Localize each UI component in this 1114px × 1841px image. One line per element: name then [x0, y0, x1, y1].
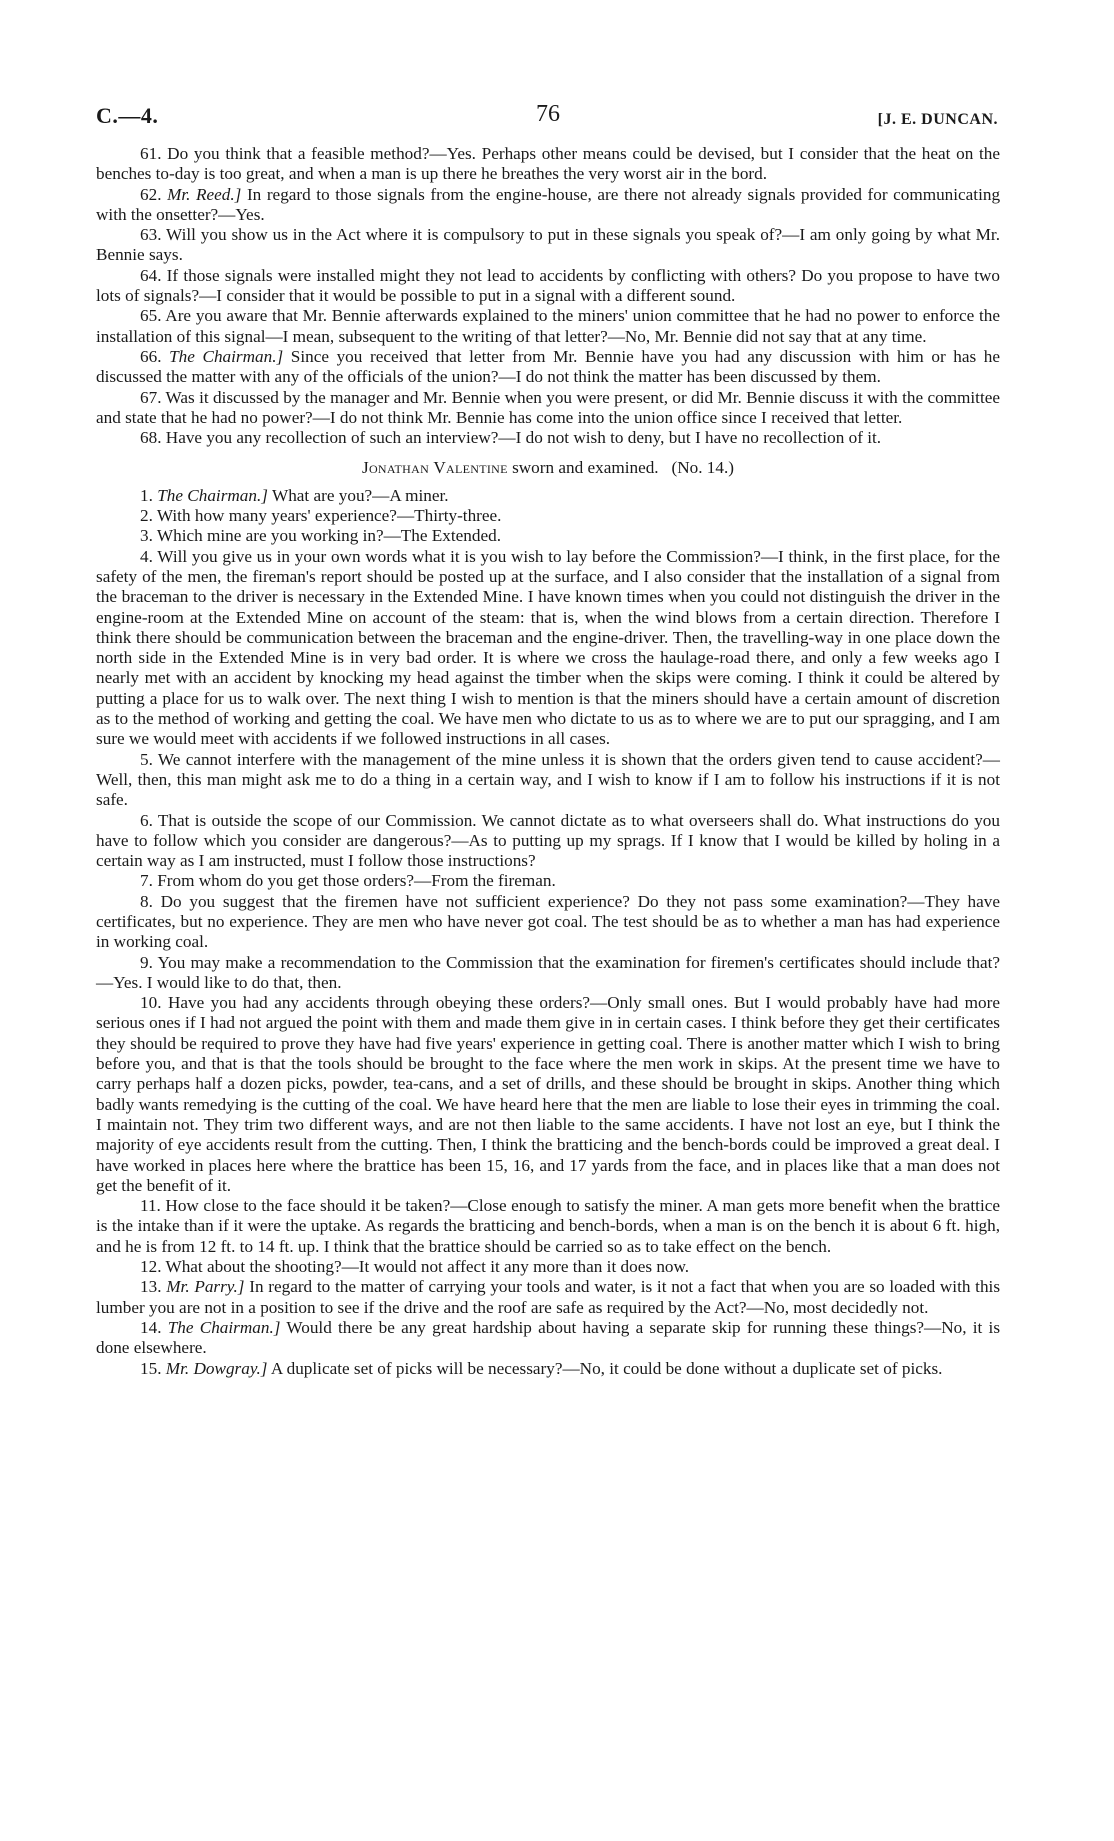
speaker-label: The Chairman.] [169, 346, 284, 366]
question-text: Since you received that letter from Mr. Bennie have you had any discussion with him or has he discussed the matter with any of the officials of the union?—I do not think the matter has been discussed by them. [96, 346, 1001, 387]
question-paragraph [96, 892, 1000, 953]
question-paragraph [96, 1277, 1000, 1318]
question-text: 9. You may make a recommendation to the Commission that the examination for firemen's certificates should include that?—Yes. I would like to do that, then. [96, 952, 1000, 992]
question-text: A duplicate set of picks will be necessary?—No, it could be done without a duplicate set of picks. [270, 1358, 943, 1378]
question-text: What are you?—A miner. [271, 485, 449, 505]
question-number: 62. [140, 184, 162, 204]
question-number: 14. [140, 1317, 162, 1337]
evidence-section-duncan [96, 144, 1000, 448]
witness-running-head: [J. E. DUNCAN. [877, 111, 998, 128]
witness-heading-text: sworn and examined. [512, 458, 659, 478]
question-paragraph [96, 486, 1000, 506]
question-text: In regard to those signals from the engine-house, are there not already signals provided for communicating with the onsetter?—Yes. [96, 184, 1001, 224]
speaker-label: Mr. Parry.] [166, 1277, 245, 1297]
question-paragraph [96, 347, 1000, 388]
question-paragraph [96, 506, 1000, 526]
document-reference: C.—4. [96, 103, 159, 128]
question-number: 66. [140, 346, 162, 366]
question-text: 3. Which mine are you working in?—The Extended. [140, 526, 501, 546]
speaker-label: The Chairman.] [157, 485, 268, 505]
question-paragraph [96, 388, 1000, 429]
question-number: 13. [140, 1277, 162, 1297]
page-header [96, 101, 1000, 138]
witness-name: Jonathan Valentine [361, 458, 508, 478]
question-paragraph [96, 144, 1000, 185]
question-text: 2. With how many years' experience?—Thirty-three. [140, 506, 502, 526]
question-paragraph [96, 1196, 1000, 1257]
question-text: 4. Will you give us in your own words what it is you wish to lay before the Commission?—I think, in the first place, for the safety of the men, the fireman's report should be posted up at the surface, and I also consider that the installation of a signal from the braceman to the driver is necessary in the Extended Mine. I have known times when you could not distinguish the driver in the engine-room at the Extended Mine on account of the steam: that is, when the wind blows from a certain direction. Therefore I think there should be communication between the braceman and the engine-driver. Then, the travelling-way in one place down the north side in the Extended Mine is in very bad order. It is where we cross the haulage-road there, and only a few weeks ago I nearly met with an accident by knocking my head against the timber when the skips were coming. I think it could be altered by putting a place for us to walk over. The next thing I wish to mention is that the miners should have a certain amount of discretion as to the method of working and getting the coal. We have men who dictate to us as to where we are to put our spragging, and I am sure we would meet with accidents if we followed instructions in all cases. [96, 546, 1000, 749]
question-paragraph [96, 1318, 1000, 1359]
question-paragraph [96, 185, 1000, 226]
question-paragraph [96, 953, 1000, 994]
question-text: 7. From whom do you get those orders?—From the fireman. [140, 871, 556, 891]
question-paragraph [96, 526, 1000, 546]
question-text: 10. Have you had any accidents through obeying these orders?—Only small ones. But I would probably have had more serious ones if I had not argued the point with them and made them give in in certain cases. I think before they get their certificates they should be required to prove they have had five years' experience in getting coal. There is another matter which I wish to bring before you, and that is that the tools should be brought to the face where the men work in skips. At the present time we have to carry perhaps half a dozen picks, powder, tea-cans, and a set of drills, and these should be brought in skips. Another thing which badly wants remedying is the cutting of the coal. We have heard here that the men are liable to lose their eyes in trimming the coal. I maintain not. They trim two different ways, and are not then liable to the same accidents. I have not lost an eye, but I think the majority of eye accidents result from the cutting. Then, I think the bratticing and the bench-bords could be improved a great deal. I have worked in places here where the brattice has been 15, 16, and 17 yards from the face, and in places like that a man does not get the benefit of it. [96, 993, 1000, 1195]
question-paragraph [96, 993, 1000, 1196]
question-paragraph [96, 266, 1000, 307]
witness-heading [96, 458, 1000, 478]
question-paragraph [96, 547, 1000, 750]
question-text: 11. How close to the face should it be taken?—Close enough to satisfy the miner. A man gets more benefit when the brattice is the intake than if it were the uptake. As regards the bratticing and bench-bords, when a man is on the bench it is about 6 ft. high, and he is from 12 ft. to 14 ft. up. I think that the brattice should be carried so as to take effect on the bench. [96, 1196, 1000, 1256]
question-text: 67. Was it discussed by the manager and Mr. Bennie when you were present, or did Mr. Bennie discuss it with the committee and state that he had no power?—I do not think Mr. Bennie has come into the union office since I received that letter. [96, 387, 1000, 427]
question-paragraph [96, 225, 1000, 266]
question-text: 8. Do you suggest that the firemen have not sufficient experience? Do they not pass some examination?—They have certificates, but no experience. They are men who have never got coal. The test should be as to whether a man has had experience in working coal. [96, 891, 1000, 952]
question-paragraph [96, 871, 1000, 891]
question-number: 15. [140, 1358, 162, 1378]
question-text: 12. What about the shooting?—It would not affect it any more than it does now. [140, 1257, 690, 1277]
question-number: 1. [140, 485, 153, 505]
question-text: 63. Will you show us in the Act where it is compulsory to put in these signals you speak of?—I am only going by what Mr. Bennie says. [96, 225, 1000, 265]
question-text: 68. Have you any recollection of such an interview?—I do not wish to deny, but I have no recollection of it. [140, 428, 882, 448]
question-paragraph [96, 811, 1000, 872]
question-text: 6. That is outside the scope of our Commission. We cannot dictate as to what overseers shall do. What instructions do you have to follow which you consider are dangerous?—As to putting up my sprags. If I know that I would be killed by holing in a certain way as I am instructed, must I follow those instructions? [96, 810, 1000, 871]
speaker-label: Mr. Dowgray.] [165, 1358, 268, 1378]
question-text: 61. Do you think that a feasible method?—Yes. Perhaps other means could be devised, but I consider that the heat on the benches to-day is too great, and when a man is up there he breathes the very worst air in the bord. [96, 144, 1000, 184]
question-paragraph [96, 1257, 1000, 1277]
question-text: 5. We cannot interfere with the management of the mine unless it is shown that the orders given tend to cause accident?—Well, then, this man might ask me to do a thing in a certain way, and I wish to know if I am to follow his instructions if it is not safe. [96, 749, 1000, 810]
question-text: In regard to the matter of carrying your tools and water, is it not a fact that when you are so loaded with this lumber you are not in a position to see if the drive and the roof are safe as required by the Act?—No, most decidedly not. [96, 1277, 1001, 1317]
question-text: 64. If those signals were installed might they not lead to accidents by conflicting with others? Do you propose to have two lots of signals?—I consider that it would be possible to put in a signal with a different sound. [96, 265, 1000, 306]
question-text: Would there be any great hardship about having a separate skip for running these things?—No, it is done elsewhere. [96, 1317, 1001, 1358]
speaker-label: The Chairman.] [167, 1317, 281, 1337]
question-paragraph [96, 306, 1000, 347]
question-text: 65. Are you aware that Mr. Bennie afterwards explained to the miners' union committee that he had no power to enforce the installation of this signal—I mean, subsequent to the writing of that letter?—No, Mr. Bennie did not say that at any time. [96, 306, 1000, 346]
question-paragraph [96, 750, 1000, 811]
question-paragraph [96, 1359, 1000, 1379]
speaker-label: Mr. Reed.] [167, 184, 242, 204]
evidence-section-valentine [96, 486, 1000, 1379]
witness-number: (No. 14.) [671, 458, 735, 478]
question-paragraph [96, 428, 1000, 448]
document-page [96, 101, 1001, 1379]
page-number: 76 [536, 101, 560, 127]
